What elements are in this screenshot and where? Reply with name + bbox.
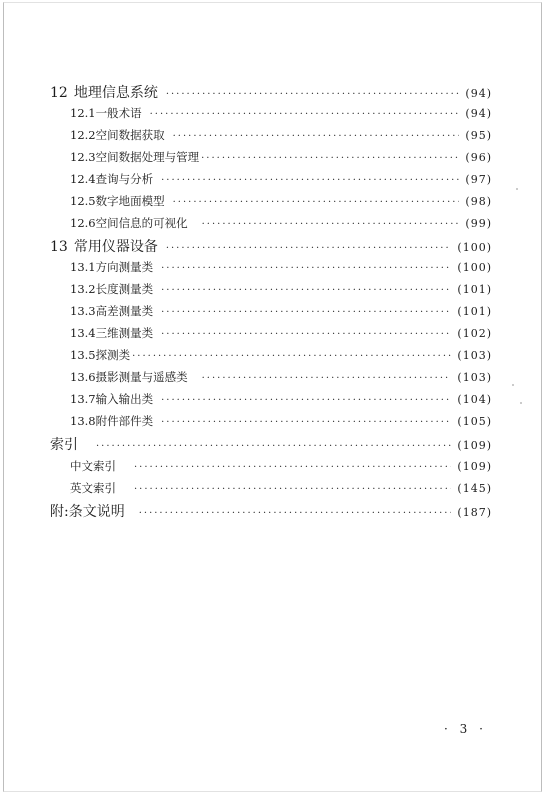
toc-section-12-2[interactable] bbox=[70, 127, 492, 147]
toc-number: 13 bbox=[50, 239, 68, 255]
toc-section-13-3[interactable] bbox=[70, 303, 492, 323]
toc-page-number: (100) bbox=[457, 261, 492, 274]
dot-leader bbox=[161, 307, 451, 318]
toc-title: 一般术语 bbox=[95, 106, 142, 120]
dot-leader bbox=[173, 131, 460, 142]
dot-leader bbox=[139, 508, 452, 519]
toc-page-number: (94) bbox=[465, 107, 492, 120]
toc-section-12-3[interactable] bbox=[70, 149, 492, 169]
toc-title: 三维测量类 bbox=[95, 326, 154, 340]
toc-title: 空间信息的可视化 bbox=[95, 216, 188, 230]
scan-speck bbox=[512, 384, 514, 386]
toc-page-number: (105) bbox=[457, 415, 492, 428]
dot-leader bbox=[202, 219, 460, 230]
toc-title: 索引 bbox=[50, 437, 78, 453]
toc-page-number: (145) bbox=[457, 482, 492, 495]
toc-page-number: (102) bbox=[457, 327, 492, 340]
toc-title: 长度测量类 bbox=[95, 282, 154, 296]
toc-page-number: (103) bbox=[457, 371, 492, 384]
toc-section-13-1[interactable] bbox=[70, 259, 492, 279]
dot-leader bbox=[161, 395, 451, 406]
dot-leader bbox=[134, 484, 451, 495]
toc-page-number: (101) bbox=[457, 283, 492, 296]
toc-index[interactable] bbox=[50, 434, 492, 454]
toc-title: 探测类 bbox=[95, 348, 131, 362]
toc-title: 空间数据获取 bbox=[95, 128, 165, 142]
dot-leader bbox=[202, 373, 452, 384]
dot-leader bbox=[161, 285, 451, 296]
toc-section-13-5[interactable] bbox=[70, 347, 492, 367]
toc-section-12-5[interactable] bbox=[70, 193, 492, 213]
toc-title: 地理信息系统 bbox=[73, 85, 158, 101]
toc-section-13-6[interactable] bbox=[70, 369, 492, 389]
toc-page-number: (97) bbox=[465, 173, 492, 186]
toc-title: 高差测量类 bbox=[95, 304, 154, 318]
toc-page-number: (187) bbox=[457, 506, 492, 519]
toc-appendix[interactable] bbox=[50, 501, 492, 521]
dot-leader bbox=[134, 462, 451, 473]
toc-number: 12.5 bbox=[70, 194, 96, 208]
scan-speck bbox=[516, 188, 518, 190]
dot-leader bbox=[201, 153, 459, 164]
toc-number: 13.7 bbox=[70, 392, 96, 406]
toc-title: 附:条文说明 bbox=[50, 504, 125, 520]
toc-title: 常用仪器设备 bbox=[73, 239, 158, 255]
toc-number: 13.3 bbox=[70, 304, 96, 318]
toc-number: 13.8 bbox=[70, 414, 96, 428]
toc-number: 12.2 bbox=[70, 128, 96, 142]
toc-number: 12.3 bbox=[70, 150, 96, 164]
toc-title: 摄影测量与遥感类 bbox=[95, 370, 188, 384]
toc-title: 附件部件类 bbox=[95, 414, 154, 428]
toc-section-12-4[interactable] bbox=[70, 171, 492, 191]
dot-leader bbox=[173, 197, 460, 208]
toc-title: 方向测量类 bbox=[95, 260, 154, 274]
dot-leader bbox=[150, 109, 460, 120]
toc-title: 数字地面模型 bbox=[95, 194, 165, 208]
toc-section-13-8[interactable] bbox=[70, 413, 492, 433]
toc-index-chinese[interactable] bbox=[70, 458, 492, 478]
toc-section-13-2[interactable] bbox=[70, 281, 492, 301]
toc-section-13-7[interactable] bbox=[70, 391, 492, 411]
toc-page-number: (98) bbox=[465, 195, 492, 208]
toc-index-english[interactable] bbox=[70, 480, 492, 500]
toc-section-13-4[interactable] bbox=[70, 325, 492, 345]
dot-leader bbox=[161, 175, 459, 186]
toc-page-number: (94) bbox=[465, 87, 492, 100]
toc-section-12-1[interactable] bbox=[70, 105, 492, 125]
dot-leader bbox=[161, 263, 451, 274]
toc-chapter-13[interactable] bbox=[50, 236, 492, 256]
dot-leader bbox=[96, 441, 451, 452]
toc-number: 12.6 bbox=[70, 216, 96, 230]
toc-number: 13.1 bbox=[70, 260, 96, 274]
toc-number: 12.4 bbox=[70, 172, 96, 186]
toc-title: 中文索引 bbox=[70, 459, 116, 473]
toc-number: 12.1 bbox=[70, 106, 96, 120]
dot-leader bbox=[161, 417, 451, 428]
toc-number: 13.2 bbox=[70, 282, 96, 296]
toc-page-number: (109) bbox=[457, 460, 492, 473]
toc-page-number: (100) bbox=[457, 241, 492, 254]
toc-number: 13.6 bbox=[70, 370, 96, 384]
toc-chapter-12[interactable] bbox=[50, 82, 492, 102]
toc-title: 输入输出类 bbox=[95, 392, 154, 406]
toc-number: 13.5 bbox=[70, 348, 96, 362]
toc-page-number: (103) bbox=[457, 349, 492, 362]
toc-title: 空间数据处理与管理 bbox=[95, 150, 200, 164]
toc-page-number: (95) bbox=[465, 129, 492, 142]
page-number-footer: · 3 · bbox=[444, 722, 487, 736]
toc-page-number: (104) bbox=[457, 393, 492, 406]
toc-page-number: (101) bbox=[457, 305, 492, 318]
toc-section-12-6[interactable] bbox=[70, 215, 492, 235]
scan-speck bbox=[520, 402, 522, 404]
toc-title: 查询与分析 bbox=[95, 172, 154, 186]
toc-number: 13.4 bbox=[70, 326, 96, 340]
dot-leader bbox=[166, 89, 460, 100]
toc-title: 英文索引 bbox=[70, 481, 116, 495]
toc-page-number: (99) bbox=[465, 217, 492, 230]
dot-leader bbox=[132, 351, 451, 362]
dot-leader bbox=[161, 329, 451, 340]
dot-leader bbox=[166, 243, 452, 254]
toc-number: 12 bbox=[50, 85, 68, 101]
toc-page-number: (96) bbox=[465, 151, 492, 164]
toc-page-number: (109) bbox=[457, 439, 492, 452]
